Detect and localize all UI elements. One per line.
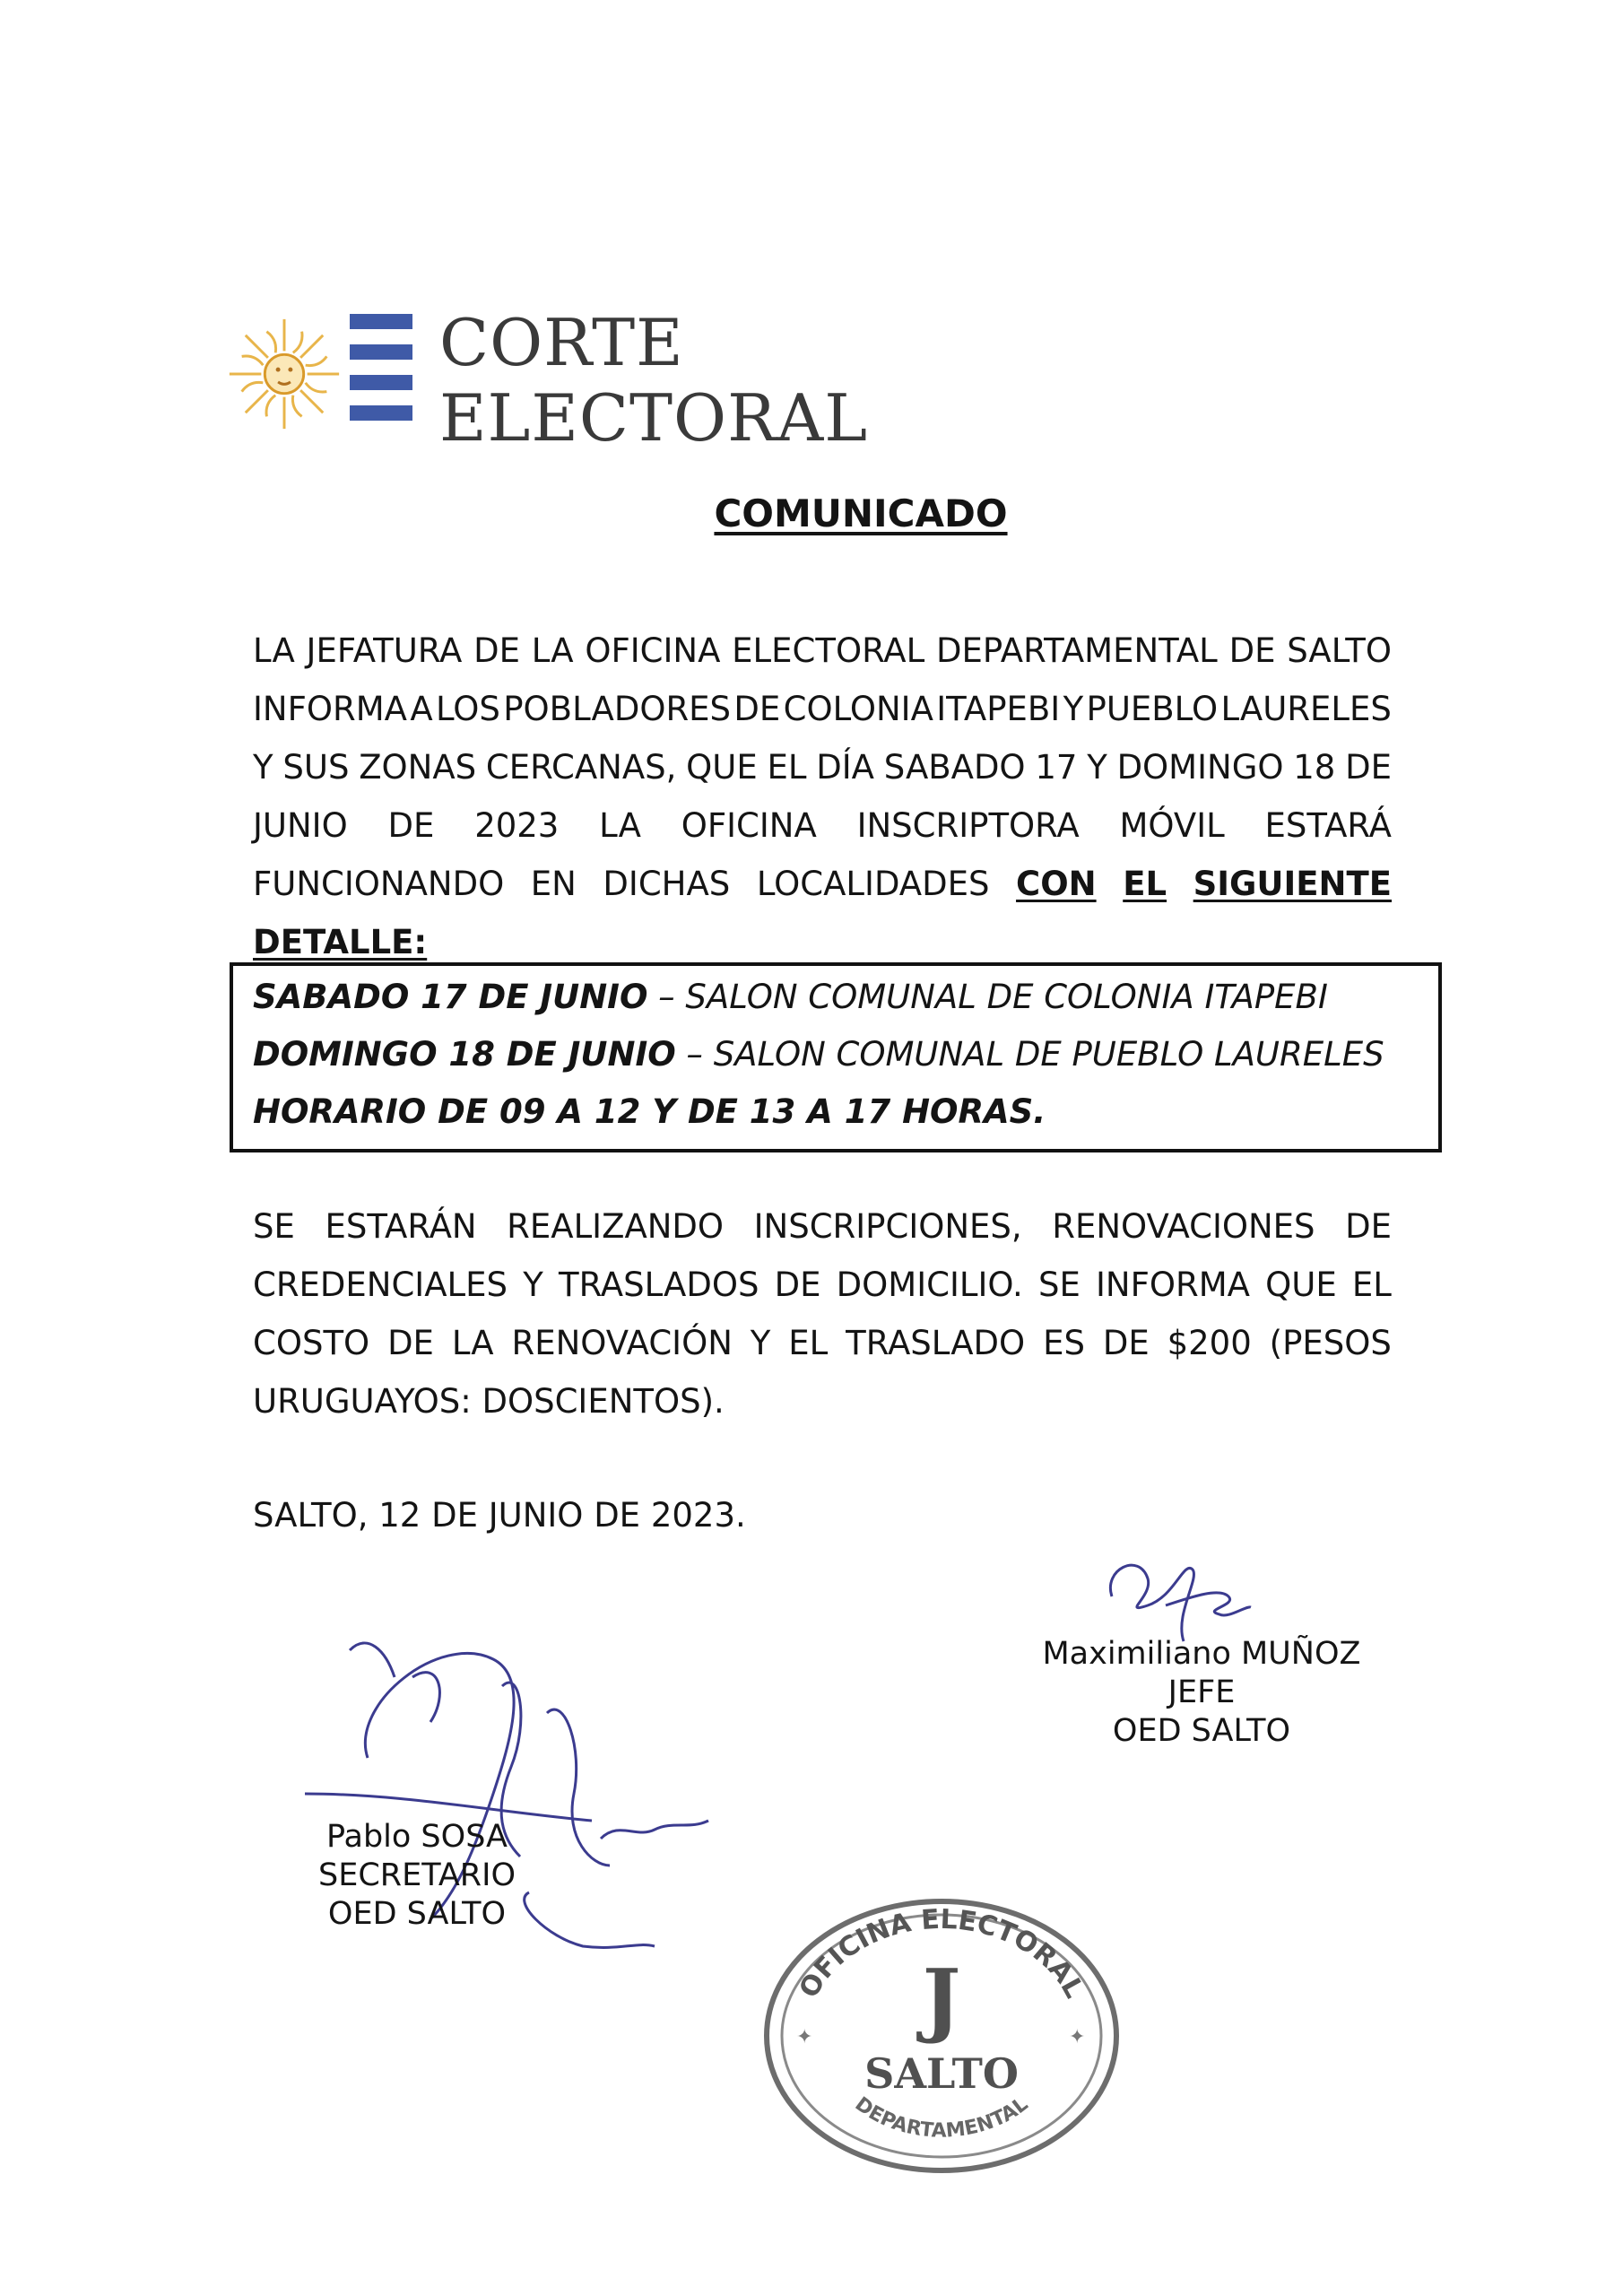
- underlined-word: SIGUIENTE: [1193, 865, 1392, 903]
- word: DEPARTAMENTAL: [935, 631, 1218, 670]
- intro-line: [253, 855, 1392, 913]
- word: EL: [788, 1324, 829, 1362]
- word: DE: [1345, 748, 1392, 787]
- word: OFICINA: [585, 631, 721, 670]
- word: QUE: [1265, 1265, 1337, 1304]
- schedule-line-saturday: [253, 978, 1328, 1016]
- signature-block-left: [305, 1818, 529, 1934]
- word: DE: [1228, 631, 1276, 670]
- word: DE: [387, 806, 435, 845]
- word: Y: [1063, 690, 1084, 728]
- word: CREDENCIALES: [253, 1265, 508, 1304]
- sun-ray: [242, 382, 264, 391]
- word: LA: [253, 631, 295, 670]
- word: JEFATURA: [306, 631, 463, 670]
- stamp-star-icon: ✦: [1069, 2026, 1086, 2048]
- flag-stripes-logo: [350, 314, 412, 436]
- word: COLONIA: [783, 690, 933, 728]
- underlined-word: DETALLE:: [253, 923, 428, 961]
- sun-ray: [306, 383, 327, 392]
- word: FUNCIONANDO: [253, 865, 505, 903]
- schedule-line-hours: [253, 1092, 1046, 1131]
- word: DE: [733, 690, 781, 728]
- word: SABADO: [883, 748, 1026, 787]
- word: TRASLADOS: [558, 1265, 759, 1304]
- word: 18: [1293, 748, 1336, 787]
- underlined-word: EL: [1123, 865, 1167, 903]
- sun-ray: [246, 390, 268, 413]
- word: LA: [451, 1324, 494, 1362]
- word: INFORMA: [1096, 1265, 1250, 1304]
- word: ES: [1043, 1324, 1085, 1362]
- word: DE: [387, 1324, 434, 1362]
- word: EN: [530, 865, 577, 903]
- word: ESTARÁ: [1264, 806, 1392, 845]
- schedule-place: – SALON COMUNAL DE COLONIA ITAPEBI: [647, 978, 1328, 1016]
- word: DE: [473, 631, 521, 670]
- signer-role: JEFE: [1167, 1674, 1236, 1710]
- word: 2023: [474, 806, 560, 845]
- word: ELECTORAL: [732, 631, 925, 670]
- intro-paragraph: [253, 622, 1392, 971]
- services-line: [253, 1197, 1392, 1256]
- word: REALIZANDO: [507, 1207, 725, 1246]
- word: LA: [531, 631, 574, 670]
- signer-name: Maximiliano MUÑOZ: [1042, 1636, 1361, 1672]
- word: DE: [774, 1265, 821, 1304]
- word: DE: [1102, 1324, 1150, 1362]
- word: OFICINA: [681, 806, 817, 845]
- sun-ray: [300, 335, 323, 358]
- intro-line: [253, 622, 1392, 680]
- schedule-place: – SALON COMUNAL DE PUEBLO LAURELES: [675, 1035, 1384, 1074]
- sun-ray: [246, 335, 268, 358]
- schedule-hours: HORARIO DE 09 A 12 Y DE 13 A 17 HORAS.: [253, 1092, 1046, 1131]
- stamp-city: SALTO: [864, 2049, 1019, 2098]
- word: $200: [1167, 1324, 1252, 1362]
- word: RENOVACIONES: [1052, 1207, 1315, 1246]
- stamp-top-text: OFICINA ELECTORAL: [793, 1903, 1090, 2004]
- official-stamp: [753, 1883, 1130, 2179]
- word: DE: [1345, 1207, 1392, 1246]
- word: EL: [1351, 1265, 1392, 1304]
- signer-name: Pablo SOSA: [325, 1819, 508, 1855]
- word: (PESOS: [1269, 1324, 1392, 1362]
- intro-line: [253, 796, 1392, 855]
- services-line: [253, 1372, 1392, 1431]
- word: INSCRIPTORA: [856, 806, 1080, 845]
- word: Y: [253, 748, 273, 787]
- word: TRASLADO: [846, 1324, 1026, 1362]
- word: ESTARÁN: [325, 1207, 477, 1246]
- word: Y: [750, 1324, 771, 1362]
- signature-block-right: [1031, 1635, 1372, 1751]
- word: RENOVACIÓN: [511, 1324, 733, 1362]
- word: JUNIO: [253, 806, 348, 845]
- word: CERCANAS,: [485, 748, 677, 787]
- word: QUE: [686, 748, 758, 787]
- word: MÓVIL: [1119, 806, 1225, 845]
- word: Y: [1087, 748, 1107, 787]
- schedule-day: DOMINGO 18 DE JUNIO: [253, 1035, 676, 1074]
- word: ZONAS: [359, 748, 477, 787]
- services-paragraph: [253, 1197, 1392, 1431]
- word: INFORMA: [253, 690, 407, 728]
- word: COSTO: [253, 1324, 370, 1362]
- word: ITAPEBI: [936, 690, 1061, 728]
- word: LOCALIDADES: [756, 865, 990, 903]
- word: POBLADORES: [503, 690, 732, 728]
- word: URUGUAYOS: DOSCIENTOS).: [253, 1382, 725, 1421]
- stamp-letter: J: [922, 1952, 961, 2047]
- document-title: COMUNICADO: [714, 491, 1008, 535]
- place-and-date: SALTO, 12 DE JUNIO DE 2023.: [253, 1496, 746, 1535]
- word: SUS: [282, 748, 350, 787]
- signer-role: SECRETARIO: [318, 1857, 516, 1893]
- word: DOMICILIO.: [836, 1265, 1023, 1304]
- word: LAURELES: [1220, 690, 1392, 728]
- sun-ray: [292, 396, 301, 417]
- word: LA: [599, 806, 641, 845]
- intro-line: [253, 680, 1392, 738]
- word: Y: [523, 1265, 543, 1304]
- word: DÍA: [816, 748, 874, 787]
- word: DICHAS: [603, 865, 731, 903]
- word: SE: [253, 1207, 295, 1246]
- sun-of-may-logo-icon: [222, 307, 346, 441]
- sun-ray: [266, 332, 275, 353]
- services-line: [253, 1314, 1392, 1372]
- word: EL: [767, 748, 807, 787]
- schedule-line-sunday: [253, 1035, 1384, 1074]
- word: SE: [1037, 1265, 1081, 1304]
- schedule-day: SABADO 17 DE JUNIO: [253, 978, 648, 1016]
- services-line: [253, 1256, 1392, 1314]
- word: A: [410, 690, 433, 728]
- word: SALTO: [1287, 631, 1392, 670]
- word: LOS: [435, 690, 500, 728]
- intro-line: [253, 738, 1392, 796]
- sun-ray: [300, 390, 323, 413]
- signer-office: OED SALTO: [327, 1896, 507, 1932]
- word: INSCRIPCIONES,: [753, 1207, 1022, 1246]
- svg-text:DEPARTAMENTAL: [851, 2093, 1033, 2143]
- sun-ray: [242, 356, 264, 365]
- logo-text-line1: CORTE: [439, 305, 684, 380]
- underlined-word: CON: [1016, 865, 1097, 903]
- word: PUEBLO: [1086, 690, 1219, 728]
- sun-ray: [306, 356, 327, 365]
- word: 17: [1035, 748, 1078, 787]
- signer-office: OED SALTO: [1112, 1713, 1291, 1749]
- stamp-bottom-text: DEPARTAMENTAL: [850, 2092, 1033, 2143]
- logo-text-line2: ELECTORAL: [439, 380, 869, 456]
- word: DOMINGO: [1116, 748, 1284, 787]
- stamp-star-icon: ✦: [796, 2026, 813, 2048]
- sun-ray: [266, 396, 275, 417]
- sun-ray: [293, 332, 302, 353]
